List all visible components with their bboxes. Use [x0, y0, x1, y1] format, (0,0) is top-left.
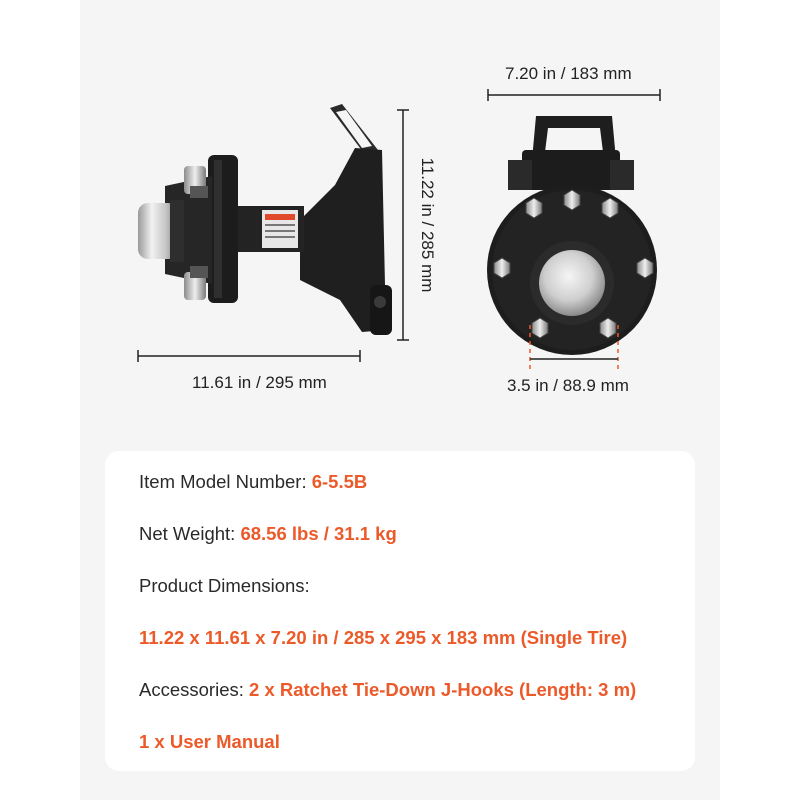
accessories-label: Accessories:: [139, 679, 250, 700]
user-manual-item: 1 x User Manual: [139, 731, 280, 752]
model-number-label: Item Model Number:: [139, 471, 312, 492]
height-dimension-line: [397, 110, 409, 340]
accessories-row: [139, 679, 636, 701]
length-label: 11.61 in / 295 mm: [192, 373, 327, 392]
height-label: 11.22 in / 285 mm: [418, 157, 437, 293]
product-dimensions-label: Product Dimensions:: [139, 575, 310, 596]
product-dimensions-value: 11.22 x 11.61 x 7.20 in / 285 x 295 x 183 mm (Single Tire): [139, 627, 628, 648]
model-number-row: [139, 471, 367, 493]
bolt-spacing-label: 3.5 in / 88.9 mm: [507, 376, 629, 395]
net-weight-row: [139, 523, 397, 545]
length-dimension-line: [138, 350, 360, 362]
net-weight-value: 68.56 lbs / 31.1 kg: [240, 523, 397, 544]
net-weight-label: Net Weight:: [139, 523, 241, 544]
width-label: 7.20 in / 183 mm: [505, 64, 632, 83]
axle-hub-side-view-image: [138, 104, 392, 335]
model-number-value: 6-5.5B: [311, 471, 368, 492]
axle-hub-front-view-image: [487, 116, 657, 355]
width-dimension-line: [488, 89, 660, 101]
specs-card: [105, 451, 695, 771]
accessories-value: 2 x Ratchet Tie-Down J-Hooks (Length: 3 m): [249, 679, 637, 700]
